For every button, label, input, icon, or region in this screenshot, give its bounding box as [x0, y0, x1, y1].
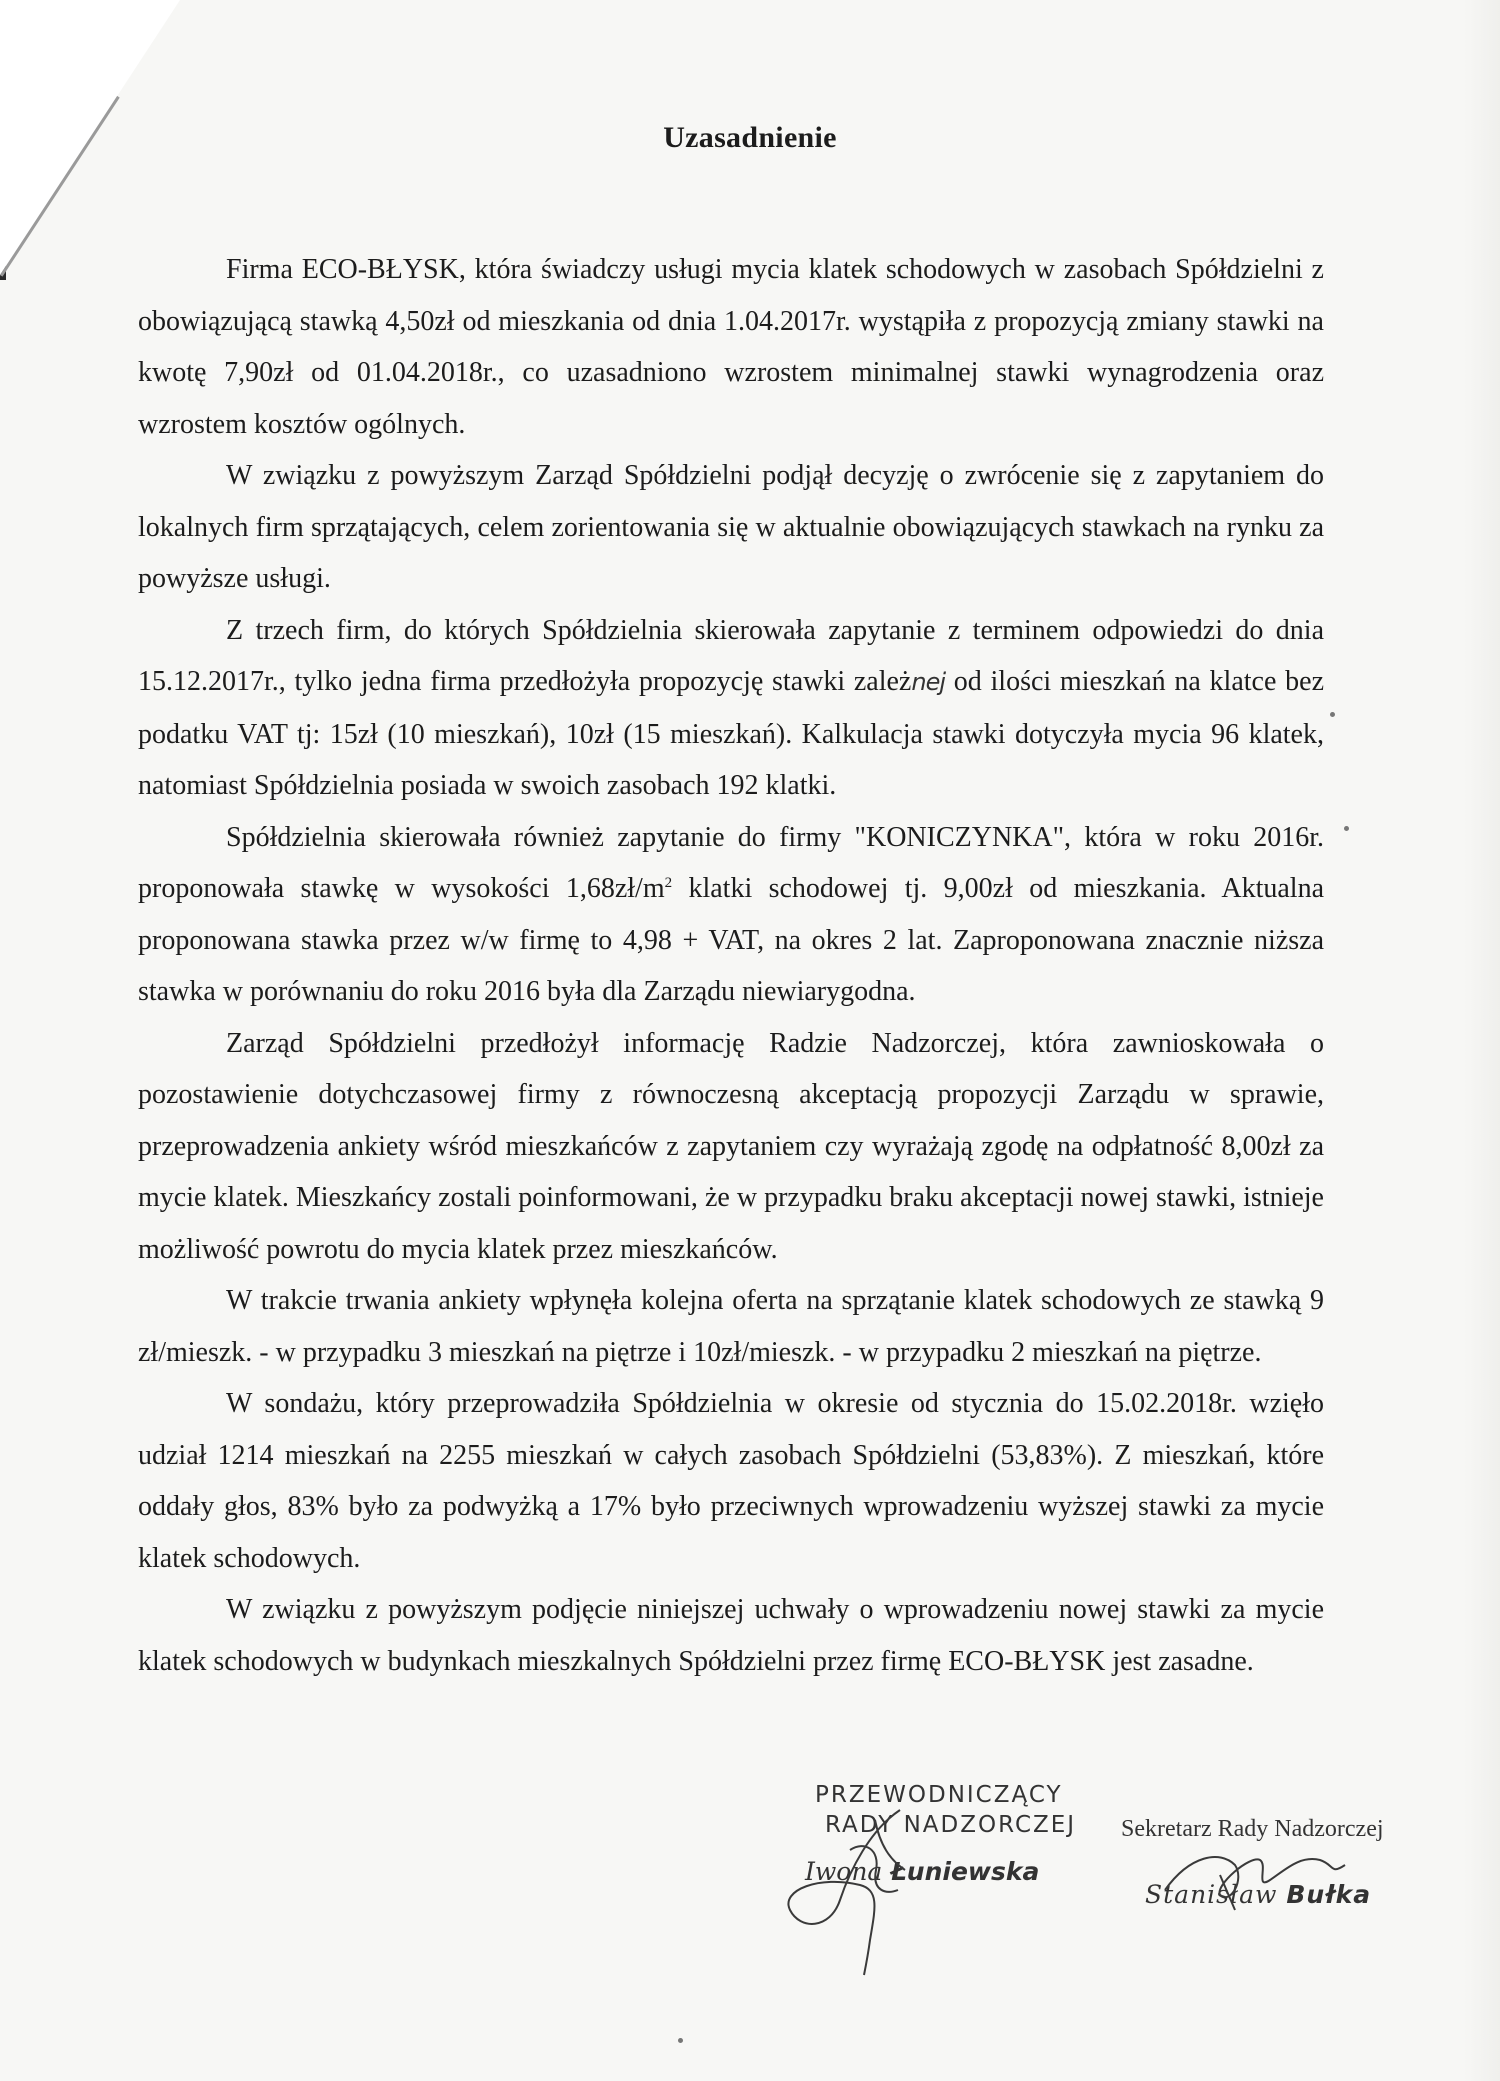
stamp-title-line1: PRZEWODNICZĄCY — [815, 1782, 1063, 1808]
chair-stamp — [805, 1780, 1105, 1930]
superscript-2: 2 — [664, 875, 673, 891]
page-edge-shade — [1464, 0, 1500, 2081]
document-body — [138, 244, 1324, 1687]
document-title: Uzasadnienie — [663, 121, 837, 154]
paragraph-4 — [138, 812, 1324, 1018]
handwritten-correction: nej — [911, 668, 946, 696]
paragraph-8: W związku z powyższym podjęcie niniejszej uchwały o wprowadzeniu nowej stawki za mycie klatek schodowych w budynkach mieszkalnych Spółdzielni przez firmę ECO-BŁYSK jest zasadne. — [138, 1594, 1324, 1677]
scan-speck — [1344, 826, 1349, 831]
secretary-first-name: Stanisław — [1145, 1880, 1278, 1909]
chair-first-name: Iwona — [805, 1857, 883, 1886]
paragraph-6: W trakcie trwania ankiety wpłynęła kolejna oferta na sprzątanie klatek schodowych ze stawką 9 zł/mieszk. - w przypadku 3 mieszkań na piętrze i 10zł/mieszk. - w przypadku 2 mieszkań na piętrze. — [138, 1285, 1324, 1368]
paragraph-3-text-after: od ilości mieszkań na klatce bez podatku VAT tj: 15zł (10 mieszkań), 10zł (15 mieszkań). Kalkulacja stawki dotyczyła mycia 96 klatek, natomiast Spółdzielnia posiada w swoich zasobach 192 klatki. — [138, 666, 1324, 801]
paragraph-5: Zarząd Spółdzielni przedłożył informację Radzie Nadzorczej, która zawnioskowała o pozostawienie dotychczasowej firmy z równoczesną akceptacją propozycji Zarządu w sprawie, przeprowadzenia ankiety wśród mieszkańców z zapytaniem czy wyrażają zgodę na odpłatność 8,00zł za mycie klatek. Mieszkańcy zostali poinformowani, że w przypadku braku akceptacji nowej stawki, istnieje możliwość powrotu do mycia klatek przez mieszkańców. — [138, 1027, 1324, 1265]
chair-last-name: Łuniewska — [890, 1857, 1040, 1886]
paragraph-4-text-after: klatki schodowej tj. 9,00zł od mieszkania. Aktualna proponowana stawka przez w/w firmę to 4,98 + VAT, na okres 2 lat. Zaproponowana znacznie niższa stawka w porównaniu do roku 2016 była dla Zarządu niewiarygodna. — [138, 873, 1324, 1007]
secretary-name — [1145, 1880, 1371, 1909]
paragraph-4-text-before: Spółdzielnia skierowała również zapytanie do firmy "KONICZYNKA", która w roku 2016r. proponowała stawkę w wysokości 1,68zł/m — [138, 821, 1324, 904]
secretary-last-name: Bułka — [1286, 1880, 1372, 1909]
secretary-title: Sekretarz Rady Nadzorczej — [1121, 1816, 1384, 1842]
paragraph-3-text-before: Z trzech firm, do których Spółdzielnia skierowała zapytanie z terminem odpowiedzi do dnia 15.12.2017r., tylko jedna firma przedłożyła propozycję stawki zależ — [138, 614, 1324, 697]
paragraph-3 — [138, 605, 1324, 812]
scan-speck — [678, 2038, 683, 2043]
paragraph-1: Firma ECO-BŁYSK, która świadczy usługi mycia klatek schodowych w zasobach Spółdzielni z obowiązującą stawką 4,50zł od mieszkania od dnia 1.04.2017r. wystąpiła z propozycją zmiany stawki na kwotę 7,90zł od 01.04.2018r., co uzasadniono wzrostem minimalnej stawki wynagrodzenia oraz wzrostem kosztów ogólnych. — [138, 254, 1324, 440]
stamp-title-line2: RADY NADZORCZEJ — [825, 1812, 1077, 1838]
scan-speck — [1330, 712, 1335, 717]
paragraph-7: W sondażu, który przeprowadziła Spółdzielnia w okresie od stycznia do 15.02.2018r. wzięło udział 1214 mieszkań na 2255 mieszkań w całych zasobach Spółdzielni (53,83%). Z mieszkań, które oddały głos, 83% było za podwyżką a 17% było przeciwnych wprowadzeniu wyższej stawki za mycie klatek schodowych. — [138, 1388, 1324, 1574]
chair-name — [805, 1857, 1039, 1886]
paragraph-2: W związku z powyższym Zarząd Spółdzielni podjął decyzję o zwrócenie się z zapytaniem do lokalnych firm sprzątających, celem zorientowania się w aktualnie obowiązujących stawkach na rynku za powyższe usługi. — [138, 460, 1324, 594]
